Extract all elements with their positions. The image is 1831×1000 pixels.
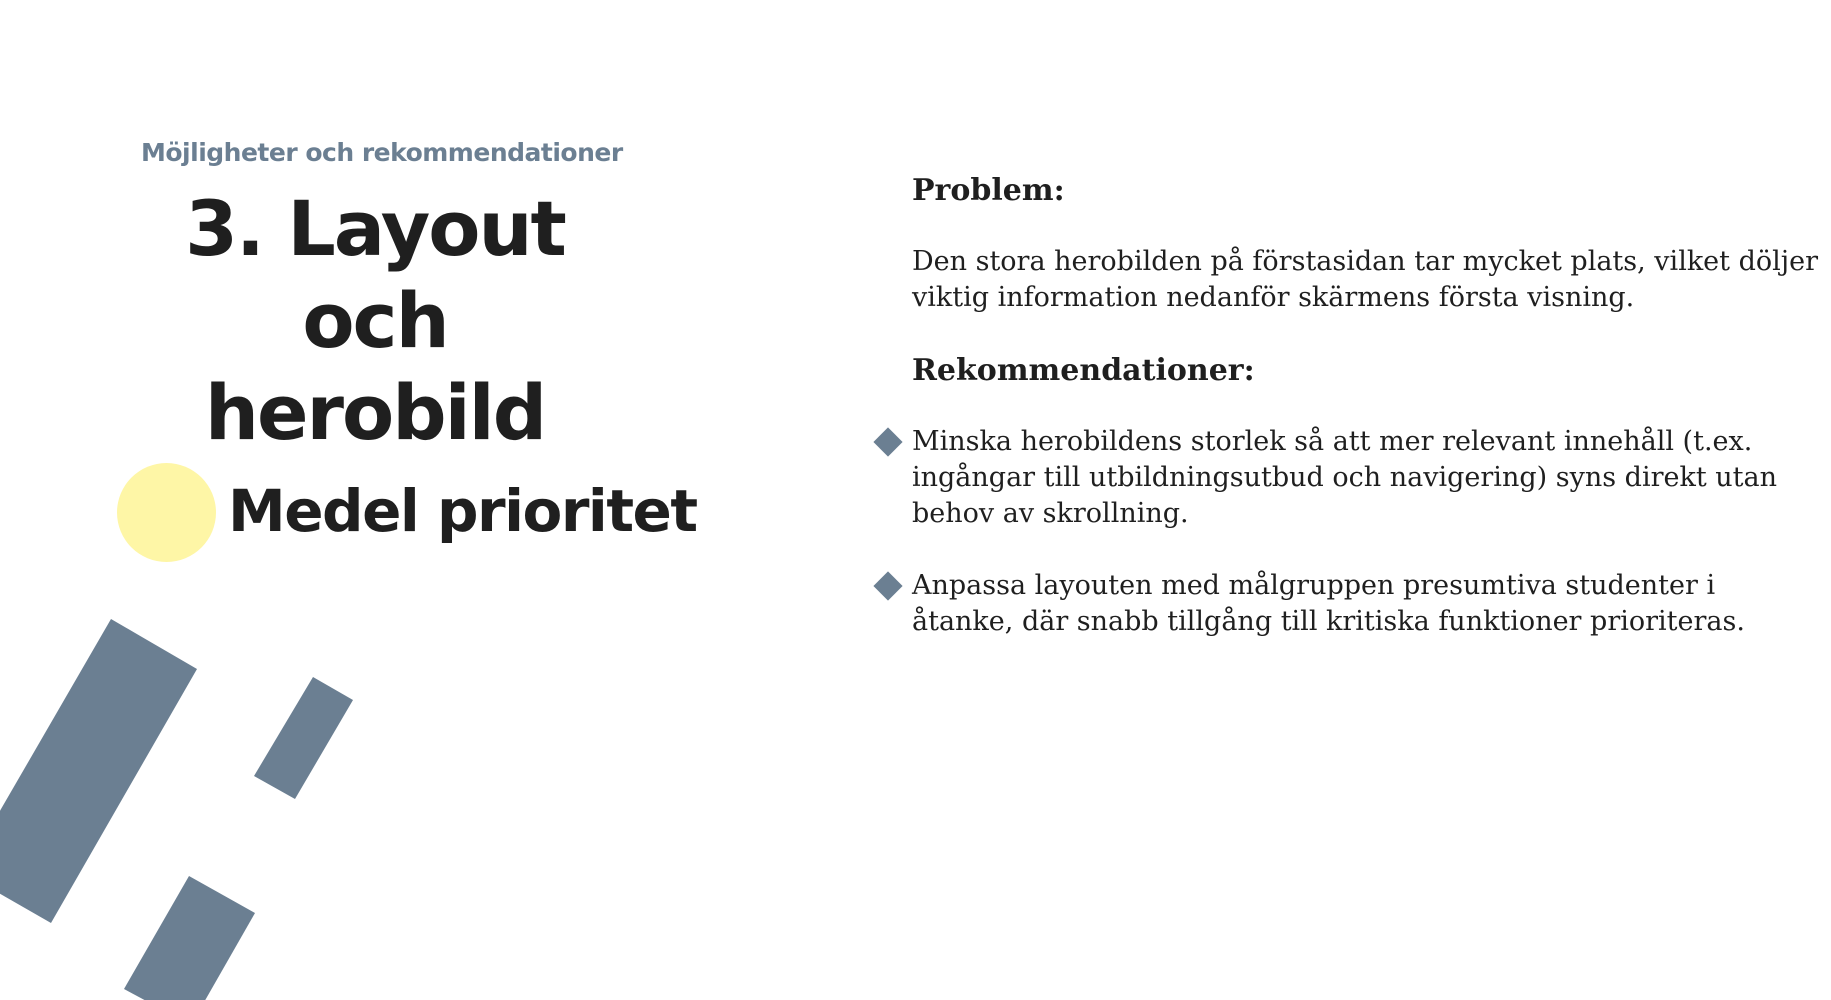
- recommendations-list: [912, 424, 1822, 640]
- priority-label: Medel prioritet: [228, 477, 697, 545]
- slide-subtitle: Möjligheter och rekommendationer: [141, 138, 623, 167]
- content-panel: [912, 172, 1822, 676]
- list-item: [912, 424, 1822, 532]
- decorative-bar-small: [254, 677, 353, 799]
- recommendation-text: Minska herobildens storlek så att mer relevant innehåll (t.ex. ingångar till utbildningsutbud och navigering) syns direkt utan behov av skrollning.: [912, 426, 1777, 529]
- list-item: [912, 568, 1822, 640]
- decorative-bar-bottom: [124, 876, 255, 1000]
- recommendations-heading: Rekommendationer:: [912, 353, 1255, 388]
- problem-text: Den stora herobilden på förstasidan tar mycket plats, vilket döljer viktig information nedanför skärmens första visning.: [912, 246, 1819, 313]
- problem-heading: Problem:: [912, 173, 1065, 208]
- diamond-bullet-icon: [876, 574, 900, 598]
- decorative-bar-large: [0, 619, 197, 923]
- priority-indicator-dot: [117, 463, 216, 562]
- slide-title-line-1: 3. Layout och: [185, 184, 565, 365]
- slide-title: [130, 183, 620, 459]
- recommendation-text: Anpassa layouten med målgruppen presumtiva studenter i åtanke, där snabb tillgång till kritiska funktioner prioriteras.: [912, 570, 1745, 637]
- decorative-shapes: [0, 590, 380, 1000]
- diamond-bullet-icon: [876, 430, 900, 454]
- slide-title-line-2: herobild: [204, 368, 546, 457]
